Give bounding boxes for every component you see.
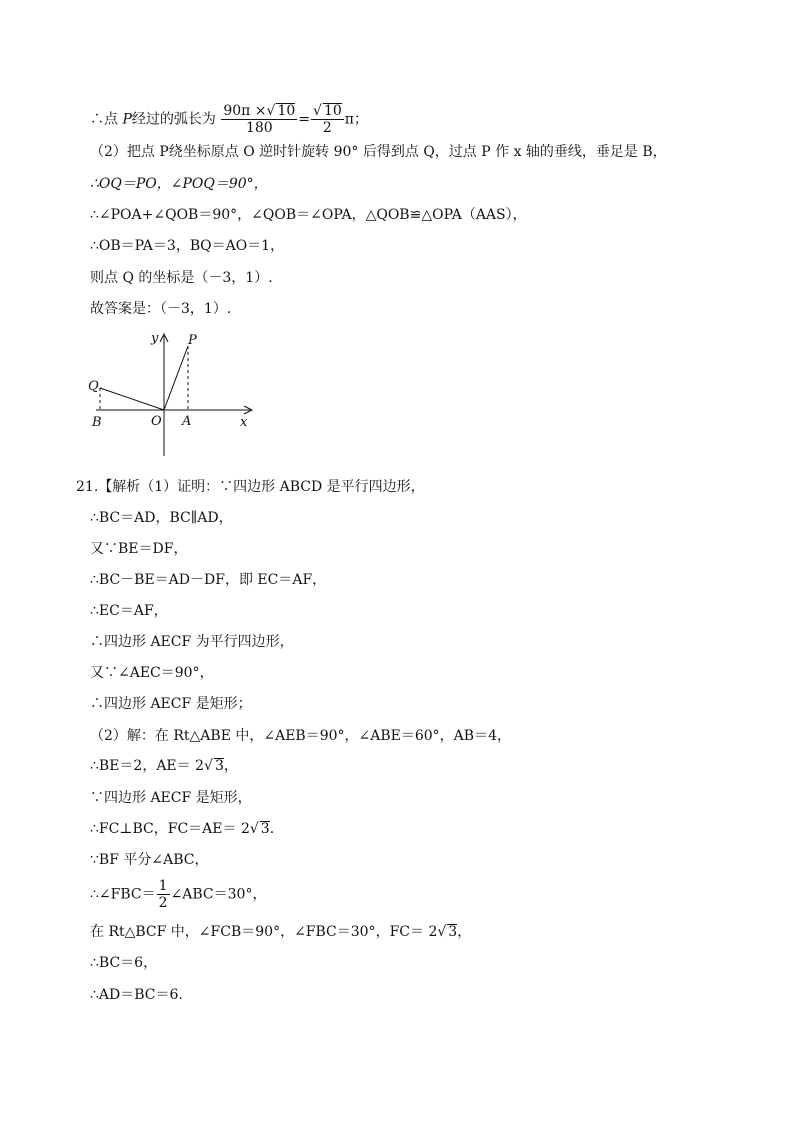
coordinate-diagram <box>84 328 264 458</box>
label-y: y <box>151 331 159 346</box>
text: ∴点 <box>90 111 123 128</box>
text-line: ∴OQ＝PO，∠POQ＝90°， <box>90 176 268 192</box>
label-x: x <box>240 415 248 430</box>
label-q: Q <box>88 379 99 394</box>
text-line: ∴BC＝AD，BC∥AD， <box>90 510 233 526</box>
text-line: ∴BC＝6， <box>90 955 158 971</box>
text: ∴FC⊥BC，FC＝AE＝ 2 <box>90 821 250 837</box>
text-line: ∴AD＝BC＝6. <box>90 987 183 1003</box>
arc-length-line <box>90 103 368 136</box>
denominator: 2 <box>322 120 332 136</box>
denominator: 2 <box>158 895 168 911</box>
fraction-half <box>157 878 170 911</box>
segment-oq <box>100 388 164 410</box>
text: . <box>269 821 275 837</box>
fraction-result: $\frac{√ 10}{2}$ <box>313 103 342 136</box>
text-line: ∴四边形 AECF 为平行四边形， <box>90 634 294 650</box>
text-line-fc: ∴FC⊥BC，FC＝AE＝ 2√ 3. <box>90 821 275 837</box>
text: P <box>122 111 132 128</box>
radicand: 10 <box>277 103 296 119</box>
text-line: ∴EC＝AF， <box>90 603 168 619</box>
label-a: A <box>182 414 192 429</box>
text-line: ∴OB＝PA＝3，BQ＝AO＝1， <box>90 238 285 254</box>
numerator-text: 90π × <box>223 103 267 119</box>
label-p: P <box>188 333 197 348</box>
numerator: 1 <box>158 878 168 894</box>
fraction-arc: $\frac{90\pi \times√ 10}{180}$ <box>223 103 296 136</box>
text-line-bcf: 在 Rt△BCF 中，∠FCB＝90°，∠FBC＝30°，FC＝ 2√ 3， <box>90 924 472 940</box>
text: 在 Rt△BCF 中，∠FCB＝90°，∠FBC＝30°，FC＝ 2 <box>90 924 438 940</box>
question-21-heading: 21.【解析（1）证明：∵四边形 ABCD 是平行四边形， <box>76 479 425 495</box>
radicand: 3 <box>260 821 270 837</box>
text: 经过的弧长为 <box>131 111 216 128</box>
text-line: 则点 Q 的坐标是（－3，1）. <box>90 270 273 286</box>
text: ， <box>457 924 472 940</box>
label-b: B <box>92 415 102 430</box>
text-line-be-ae: ∴BE＝2，AE＝ 2√ 3， <box>90 758 238 774</box>
text: ∴∠FBC＝ <box>90 886 156 903</box>
text-line: ∴BC－BE＝AD－DF，即 EC＝AF， <box>90 572 327 588</box>
text: ∠ABC＝30°， <box>170 886 267 903</box>
text-line: 故答案是：（－3，1）. <box>90 301 232 317</box>
text-line: ∴四边形 AECF 是矩形； <box>90 696 252 712</box>
text: ， <box>223 758 238 774</box>
text-line: （2）把点 P绕坐标原点 O 逆时针旋转 90° 后得到点 Q，过点 P 作 x 轴的垂线，垂足是 B， <box>90 144 667 160</box>
text: π； <box>344 111 368 128</box>
equals: = <box>298 111 311 128</box>
text-line: 又∵∠AEC＝90°， <box>90 665 214 681</box>
text-line: 又∵BE＝DF， <box>90 541 188 557</box>
radicand: 3 <box>214 758 224 774</box>
text-line: （2）解：在 Rt△ABE 中，∠AEB＝90°，∠ABE＝60°，AB＝4， <box>90 728 511 744</box>
text-line: ∴∠POA+∠QOB＝90°，∠QOB＝∠OPA，△QOB≌△OPA（AAS）， <box>90 207 527 223</box>
text-line: ∵BF 平分∠ABC， <box>90 852 209 868</box>
label-o: O <box>151 414 162 429</box>
denominator: 180 <box>245 120 273 136</box>
text-line-fbc <box>90 878 266 911</box>
text-line: ∵四边形 AECF 是矩形， <box>90 790 252 806</box>
radicand: 10 <box>323 103 342 119</box>
radicand: 3 <box>448 924 458 940</box>
text: ∴BE＝2，AE＝ 2 <box>90 758 205 774</box>
segment-op <box>164 346 188 410</box>
